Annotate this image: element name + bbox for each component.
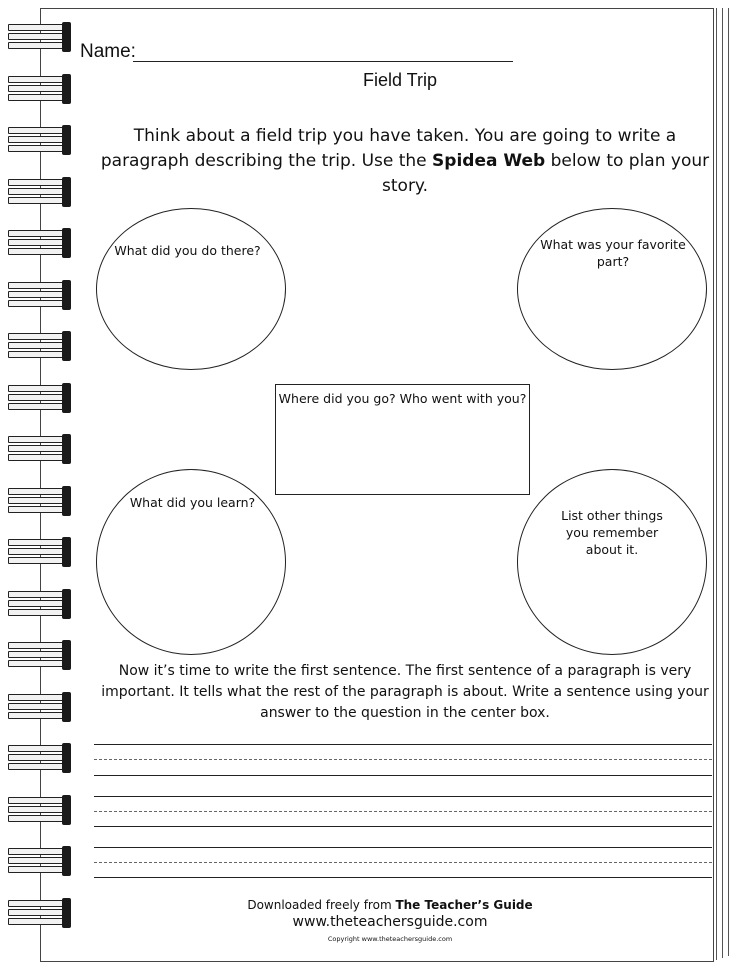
intro-text: Think about a field trip you have taken. You are going to write a paragraph describing the trip. Use the — [100, 126, 677, 171]
spiral-ring — [2, 537, 76, 567]
writing-guide — [94, 862, 712, 863]
footer-credit — [0, 898, 750, 912]
footer-site-name: The Teacher’s Guide — [395, 898, 533, 912]
prompt-bottom-left: What did you learn? — [129, 495, 256, 510]
spiral-ring — [2, 331, 76, 361]
bubble-top-left[interactable] — [96, 208, 286, 370]
spiral-ring — [2, 280, 76, 310]
sheet-edge — [728, 8, 729, 956]
spiral-ring — [2, 74, 76, 104]
writing-line[interactable] — [94, 847, 712, 848]
writing-guide — [94, 759, 712, 760]
spiral-ring — [2, 692, 76, 722]
spiral-ring — [2, 434, 76, 464]
spiral-ring — [2, 177, 76, 207]
footer-downloaded: Downloaded freely from — [247, 898, 396, 912]
page-title: Field Trip — [362, 70, 438, 90]
name-label: Name: — [80, 41, 136, 62]
spiral-ring — [2, 22, 76, 52]
writing-line[interactable] — [94, 744, 712, 745]
prompt-bottom-right: List other things you remember about it. — [561, 508, 663, 557]
center-box[interactable] — [275, 384, 530, 495]
spiral-ring — [2, 383, 76, 413]
spiral-ring — [2, 125, 76, 155]
spiral-ring — [2, 589, 76, 619]
prompt-top-left: What did you do there? — [114, 243, 261, 258]
spiral-ring — [2, 846, 76, 876]
spiral-ring — [2, 795, 76, 825]
footer-copyright: Copyright www.theteachersguide.com — [327, 935, 453, 943]
writing-line[interactable] — [94, 826, 712, 827]
spiral-ring — [2, 743, 76, 773]
writing-guide — [94, 811, 712, 812]
intro-bold: Spidea Web — [432, 151, 546, 171]
writing-line[interactable] — [94, 796, 712, 797]
spiral-binding — [0, 0, 80, 970]
instructions-paragraph: Now it’s time to write the first sentence. The first sentence of a paragraph is very important. It tells what the rest of the paragraph is about. Write a sentence using your answer to the question in the center box. — [101, 663, 709, 721]
intro-text-end: below to plan your story. — [382, 151, 710, 196]
spiral-ring — [2, 486, 76, 516]
name-line[interactable] — [133, 61, 513, 62]
prompt-center: Where did you go? Who went with you? — [278, 391, 527, 406]
writing-line[interactable] — [94, 877, 712, 878]
sheet-edge — [722, 8, 723, 958]
spiral-ring — [2, 228, 76, 258]
bubble-bottom-right[interactable] — [517, 469, 707, 655]
intro-paragraph — [90, 124, 720, 199]
writing-line[interactable] — [94, 775, 712, 776]
prompt-top-right: What was your favorite part? — [540, 237, 686, 269]
footer-url[interactable]: www.theteachersguide.com — [292, 914, 488, 930]
spiral-ring — [2, 640, 76, 670]
bubble-top-right[interactable] — [517, 208, 707, 370]
